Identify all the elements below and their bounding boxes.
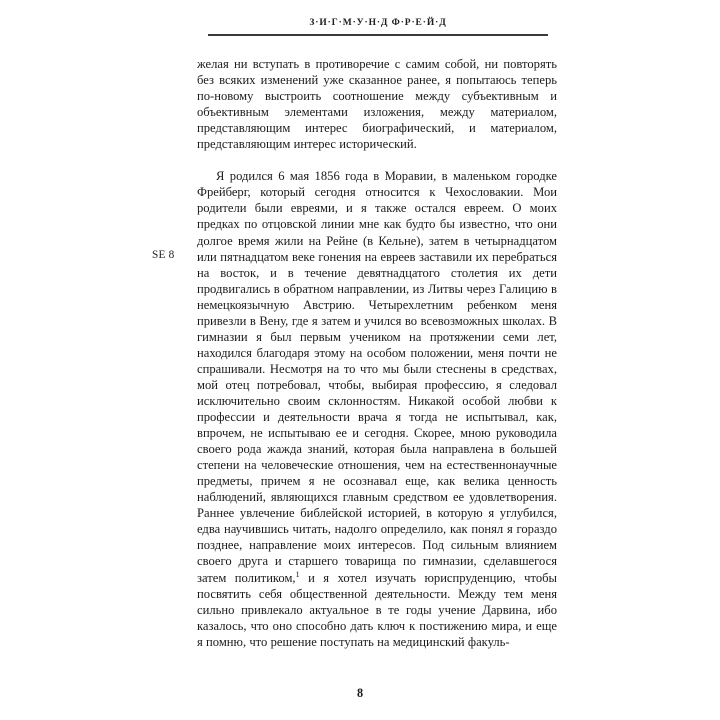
footnote-reference-marker[interactable]: 1 bbox=[295, 569, 300, 579]
running-head-text: З·И·Г·М·У·Н·Д Ф·Р·Е·Й·Д bbox=[309, 18, 447, 28]
paragraph-2-text-after-footnote: и я хотел изучать юриспруденцию, чтобы посвятить себя общественной деятельности. Между тем меня сильно привлекало актуальное в те годы учение Дарвина, ибо казалось, что оно способно дать ключ к постижению мира, и еще я помню, что решение поступать на медицинский факуль- bbox=[197, 570, 557, 649]
paragraph-2-text-before-footnote: Я родился 6 мая 1856 года в Моравии, в маленьком городке Фрейберг, который сегодня относится к Чехословакии. Мои родители были евреями, и я также остался евреем. О моих предках по отцовской линии мне как будто бы известно, что они долгое время жили на Рейне (в Кельне), затем в четырнадцатом или пятнадцатом веке гонения на евреев заставили их перебраться на восток, и в течение девятнадцатого столетия их дети продвигались в обратном направлении, из Литвы через Галицию в немецкоязычную Австрию. Четырехлетним ребенком меня привезли в Вену, где я затем и учился во всевозможных школах. В гимназии я был первым учеником на протяжении семи лет, находился благодаря этому на особом положении, меня почти не спрашивали. Несмотря на то что мы были стеснены в средствах, мой отец потребовал, чтобы, выбирая профессию, я следовал исключительно своим склонностям. Никакой особой любви к профессии и деятельности врача я тогда не испытывал, как, впрочем, не испытываю ее и сегодня. Скорее, мною руководила своего рода жажда знаний, которая была направлена в большей степени на человеческие отношения, чем на естественнонаучные предметы, причем я не осознавал еще, как велика ценность наблюдений, являющихся главным средством ее удовлетворения. Раннее увлечение библейской историей, в которую я углубился, едва научившись читать, надолго определило, как понял я гораздо позднее, направление моих интересов. Под сильным влиянием своего друга и старшего товарища по гимназии, сделавшегося затем политиком, bbox=[197, 169, 557, 585]
page-number: 8 bbox=[356, 686, 364, 700]
paragraph-2 bbox=[197, 168, 557, 649]
paragraph-1: желая ни вступать в противоречие с самим собой, ни повторять без всяких изменений уже сказанное ранее, я попытаюсь теперь по-новому выстроить соотношение между субъективным и объективным элементами изложения, между материалом, представляющим интерес биографический, и материалом, представляющим интерес исторический. bbox=[197, 57, 557, 152]
header-rule bbox=[208, 34, 548, 36]
text-column bbox=[197, 56, 557, 650]
running-head bbox=[208, 18, 548, 28]
margin-note-se-reference: SE 8 bbox=[152, 249, 175, 261]
